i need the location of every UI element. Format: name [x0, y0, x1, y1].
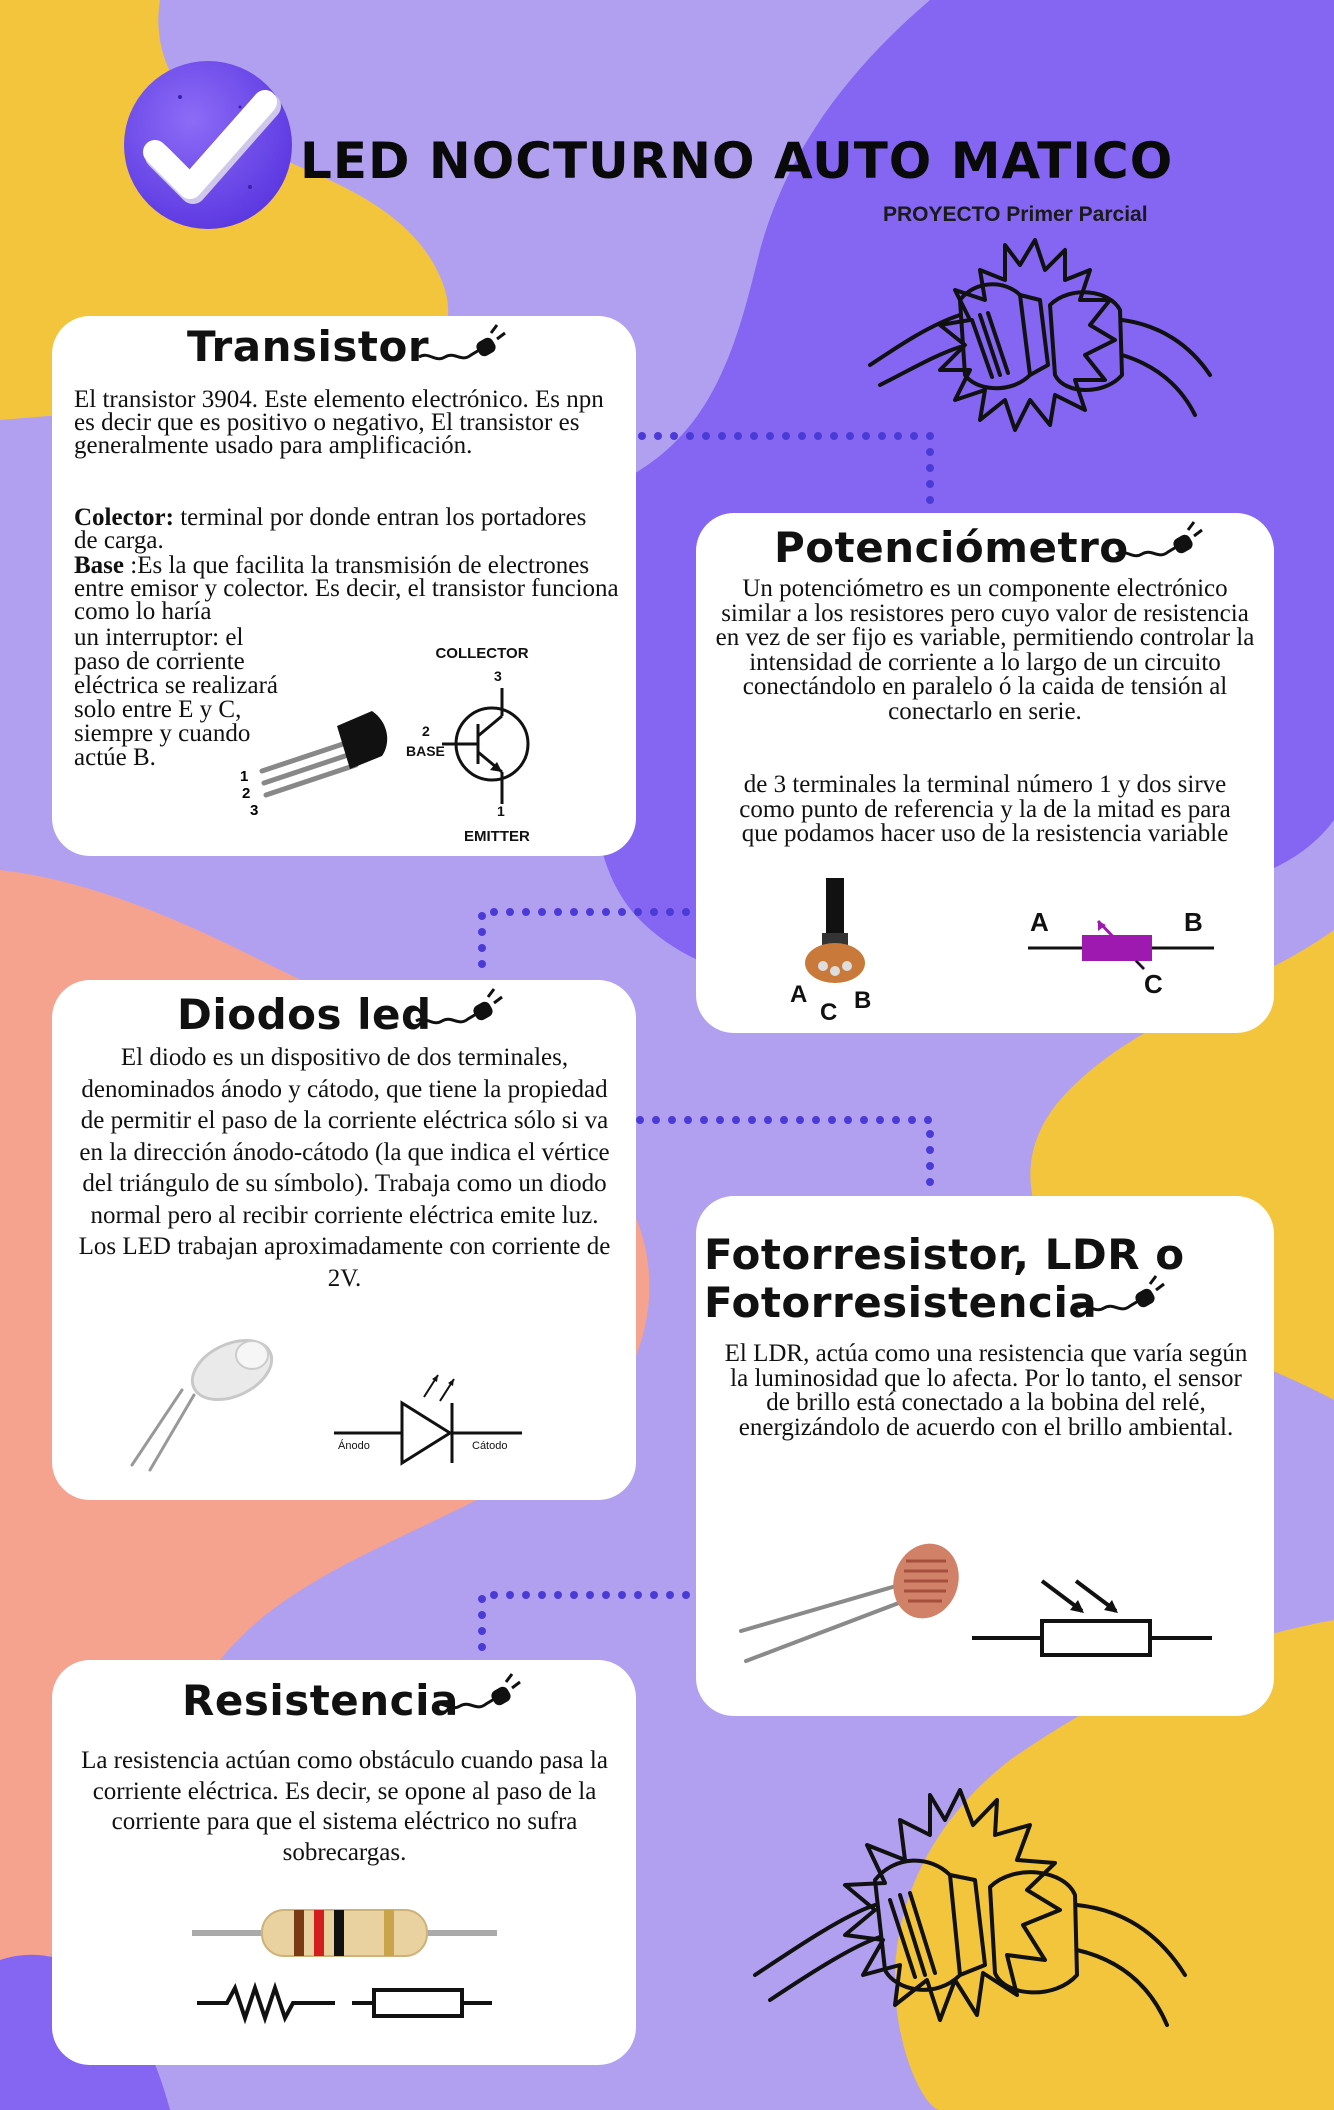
npn-symbol-diagram: [402, 636, 612, 846]
potentiometer-card: [696, 513, 1274, 1033]
plug-connector-icon: [745, 1775, 1195, 2075]
ldr-image: [736, 1531, 976, 1671]
base-pin: 2: [422, 723, 430, 739]
collector-text: terminal por donde entran los portadores de carga.: [74, 504, 587, 554]
card-title-line-1: Fotorresistor, LDR o: [704, 1230, 1185, 1279]
pot-pin-label: A: [790, 981, 808, 1008]
check-badge-icon: [120, 57, 296, 233]
plug-icon: [432, 1670, 522, 1720]
collector-label: COLLECTOR: [435, 645, 529, 662]
emitter-label: EMITTER: [464, 828, 530, 845]
page-subtitle: PROYECTO Primer Parcial: [883, 203, 1148, 226]
transistor-base: [74, 554, 619, 623]
resistor-image: [192, 1898, 497, 1968]
potentiometer-text-1: Un potenciómetro es un componente electrónico similar a los resistores pero cuyo valor de resistencia en vez de ser fijo es variable, permitiendo controlar la intensidad de corriente a lo largo de un circuito conectándolo en paralelo ó la caida de tensión al conectarlo en serie.: [715, 575, 1255, 725]
resistor-zigzag-symbol: [197, 1978, 337, 2028]
symbol-label-a: A: [1030, 907, 1049, 937]
collector-pin: 3: [494, 668, 502, 684]
resistor-text: La resistencia actúan como obstáculo cuando pasa la corriente eléctrica. Es decir, se opone al paso de la corriente para que el sistema eléctrico no sufra sobrecargas.: [81, 1747, 608, 1866]
card-title: Transistor: [187, 322, 430, 371]
emitter-pin: 1: [497, 803, 505, 819]
base-label: Base: [74, 552, 124, 579]
diodes-card: [52, 980, 636, 1500]
ldr-text: El LDR, actúa como una resistencia que varía según la luminosidad que lo afecta. Por lo tanto, el sensor de brillo está conectado a la bobina del relé, energizándolo de acuerdo con el brillo ambiental.: [724, 1340, 1248, 1441]
card-title: Resistencia: [182, 1676, 459, 1725]
pot-pin-label: C: [820, 999, 838, 1026]
card-title-line-2: Fotorresistencia: [704, 1278, 1098, 1327]
resistor-box-symbol: [352, 1978, 492, 2028]
potentiometer-text-2: de 3 terminales la terminal número 1 y dos sirve como punto de referencia y la de la mitad es para que podamos hacer uso de la resistencia variable: [739, 771, 1231, 847]
plug-icon: [1076, 1272, 1166, 1322]
plug-connector-icon: [860, 225, 1230, 465]
diode-symbol: [332, 1365, 532, 1475]
led-image: [122, 1325, 312, 1475]
transistor-switch: un interruptor: el paso de corriente eléctrica se realizará solo entre E y C, siempre y cuando actúe B.: [74, 624, 278, 771]
symbol-label-b: B: [1184, 907, 1203, 937]
leg-label: 1: [240, 768, 249, 785]
transistor-collector: [74, 506, 614, 552]
transistor-card: [52, 316, 636, 856]
plug-icon: [1114, 518, 1204, 568]
base-text: :Es la que facilita la transmisión de electrones entre emisor y colector. Es decir, el transistor funciona como lo haría: [74, 552, 619, 625]
transistor-intro: El transistor 3904. Este elemento electrónico. Es npn es decir que es positivo o negativo, El transistor es generalmente usado para amplificación.: [74, 386, 604, 459]
diodes-text: El diodo es un dispositivo de dos terminales, denominados ánodo y cátodo, que tiene la propiedad de permitir el paso de la corriente eléctrica sólo si va en la dirección ánodo-cátodo (la que indica el vértice del triángulo de su símbolo). Trabaja como un diodo normal pero al recibir corriente eléctrica emite luz. Los LED trabajan aproximadamente con corriente de 2V.: [78, 1044, 611, 1292]
resistor-card: [52, 1660, 636, 2065]
symbol-label-c: C: [1144, 969, 1163, 999]
card-title: Diodos led: [177, 990, 432, 1039]
leg-label: 3: [250, 802, 259, 819]
transistor-image: [232, 701, 392, 836]
leg-label: 2: [242, 785, 251, 802]
potentiometer-image: [786, 878, 896, 1028]
pot-pin-label: B: [854, 987, 872, 1014]
page-title: LED NOCTURNO AUTO MATICO: [300, 132, 1174, 190]
base-label: BASE: [406, 743, 445, 759]
plug-icon: [414, 985, 504, 1035]
collector-label: Colector:: [74, 504, 174, 531]
ldr-symbol: [972, 1566, 1232, 1686]
plug-icon: [417, 321, 507, 371]
potentiometer-symbol: [1026, 903, 1216, 1003]
anode-label: Ánodo: [338, 1440, 370, 1452]
card-title: Potenciómetro: [774, 523, 1129, 572]
cathode-label: Cátodo: [472, 1440, 508, 1452]
ldr-card: [696, 1196, 1274, 1716]
